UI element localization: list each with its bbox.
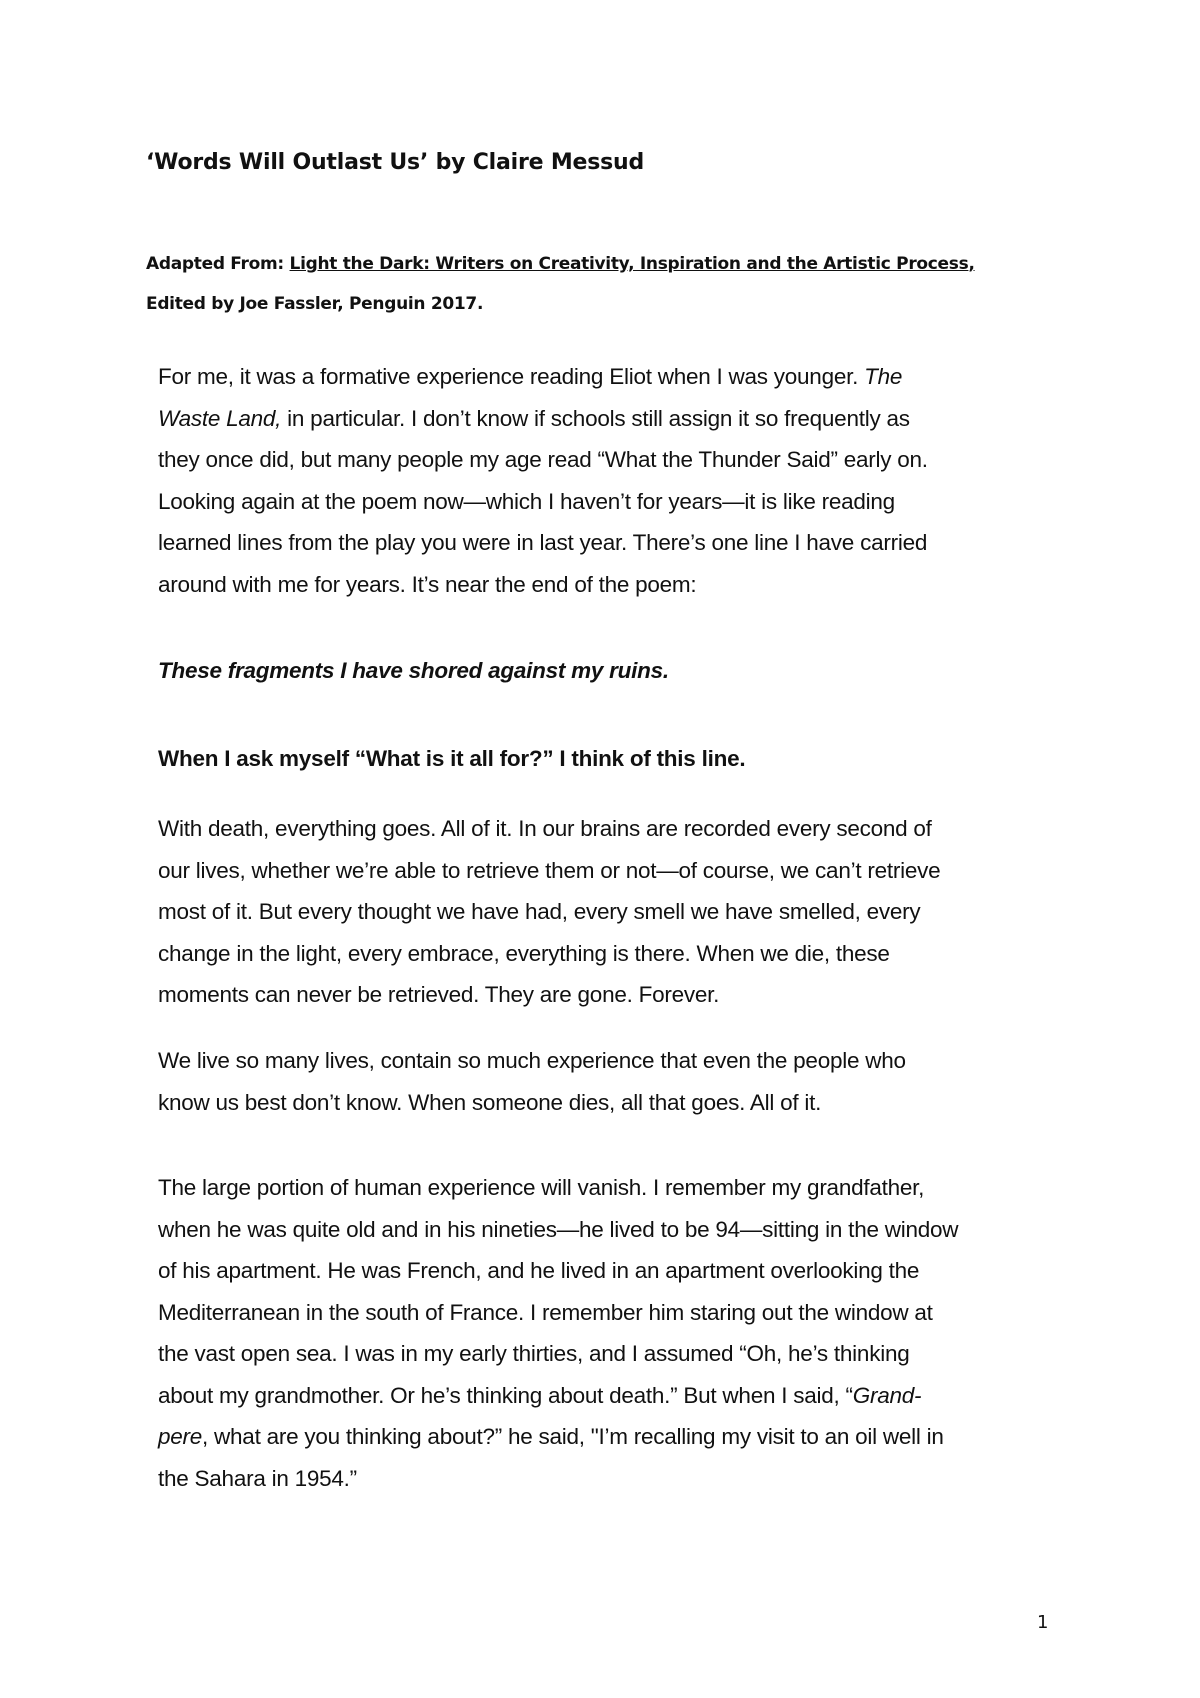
p4-line: the vast open sea. I was in my early thirties, and I assumed “Oh, he’s thinking bbox=[158, 1341, 910, 1366]
p1-line-2-italic: Waste Land, bbox=[158, 405, 282, 431]
p1-line-3: they once did, but many people my age read “What the Thunder Said” early on. bbox=[158, 447, 928, 472]
source-prefix: Adapted From: bbox=[146, 254, 290, 274]
paragraph-grandfather bbox=[158, 1167, 1058, 1499]
paragraph-eliot bbox=[158, 356, 1058, 605]
p1-line-1: For me, it was a formative experience reading Eliot when I was younger. bbox=[158, 364, 865, 389]
p1-line-1-italic: The bbox=[864, 364, 903, 389]
p4-line: The large portion of human experience will vanish. I remember my grandfather, bbox=[158, 1175, 925, 1200]
p3-line: know us best don’t know. When someone dies, all that goes. All of it. bbox=[158, 1089, 822, 1115]
source-citation bbox=[146, 244, 1076, 324]
source-comma: , bbox=[968, 254, 975, 274]
p3-line: We live so many lives, contain so much experience that even the people who bbox=[158, 1048, 906, 1073]
poem-quote: These fragments I have shored against my ruins. bbox=[158, 658, 669, 683]
source-editor: Edited by Joe Fassler, Penguin 2017. bbox=[146, 294, 484, 314]
paragraph-death bbox=[158, 808, 1058, 1016]
p2-line: With death, everything goes. All of it. In our brains are recorded every second of bbox=[158, 816, 932, 841]
page-number: 1 bbox=[1037, 1612, 1049, 1633]
p1-line-2: in particular. I don’t know if schools still assign it so frequently as bbox=[281, 405, 910, 431]
p4-line-6-italic: Grand- bbox=[852, 1382, 922, 1408]
p2-line: change in the light, every embrace, everything is there. When we die, these bbox=[158, 940, 890, 966]
p4-line-6: about my grandmother. Or he’s thinking about death.” But when I said, “ bbox=[158, 1382, 853, 1408]
paragraph-lives bbox=[158, 1040, 1058, 1123]
p2-line: our lives, whether we’re able to retrieve them or not—of course, we can’t retrieve bbox=[158, 857, 941, 883]
document-title: ‘Words Will Outlast Us’ by Claire Messud bbox=[146, 150, 645, 175]
p1-line-6: around with me for years. It’s near the end of the poem: bbox=[158, 571, 697, 597]
p1-line-5: learned lines from the play you were in last year. There’s one line I have carried bbox=[158, 530, 928, 555]
p4-line-7: , what are you thinking about?” he said, "I’m recalling my visit to an oil well in bbox=[202, 1424, 944, 1449]
p4-line: of his apartment. He was French, and he lived in an apartment overlooking the bbox=[158, 1258, 920, 1283]
p1-line-4: Looking again at the poem now—which I haven’t for years—it is like reading bbox=[158, 488, 895, 514]
p4-line-8: the Sahara in 1954.” bbox=[158, 1465, 357, 1491]
p4-line: Mediterranean in the south of France. I remember him staring out the window at bbox=[158, 1299, 933, 1325]
p4-line-7-italic: pere bbox=[158, 1424, 203, 1449]
question-line: When I ask myself “What is it all for?” I think of this line. bbox=[158, 746, 746, 771]
p2-line: moments can never be retrieved. They are gone. Forever. bbox=[158, 982, 720, 1007]
p2-line: most of it. But every thought we have had, every smell we have smelled, every bbox=[158, 899, 921, 924]
source-book-title: Light the Dark: Writers on Creativity, Inspiration and the Artistic Process bbox=[289, 254, 969, 274]
p4-line: when he was quite old and in his nineties—he lived to be 94—sitting in the window bbox=[158, 1216, 959, 1242]
